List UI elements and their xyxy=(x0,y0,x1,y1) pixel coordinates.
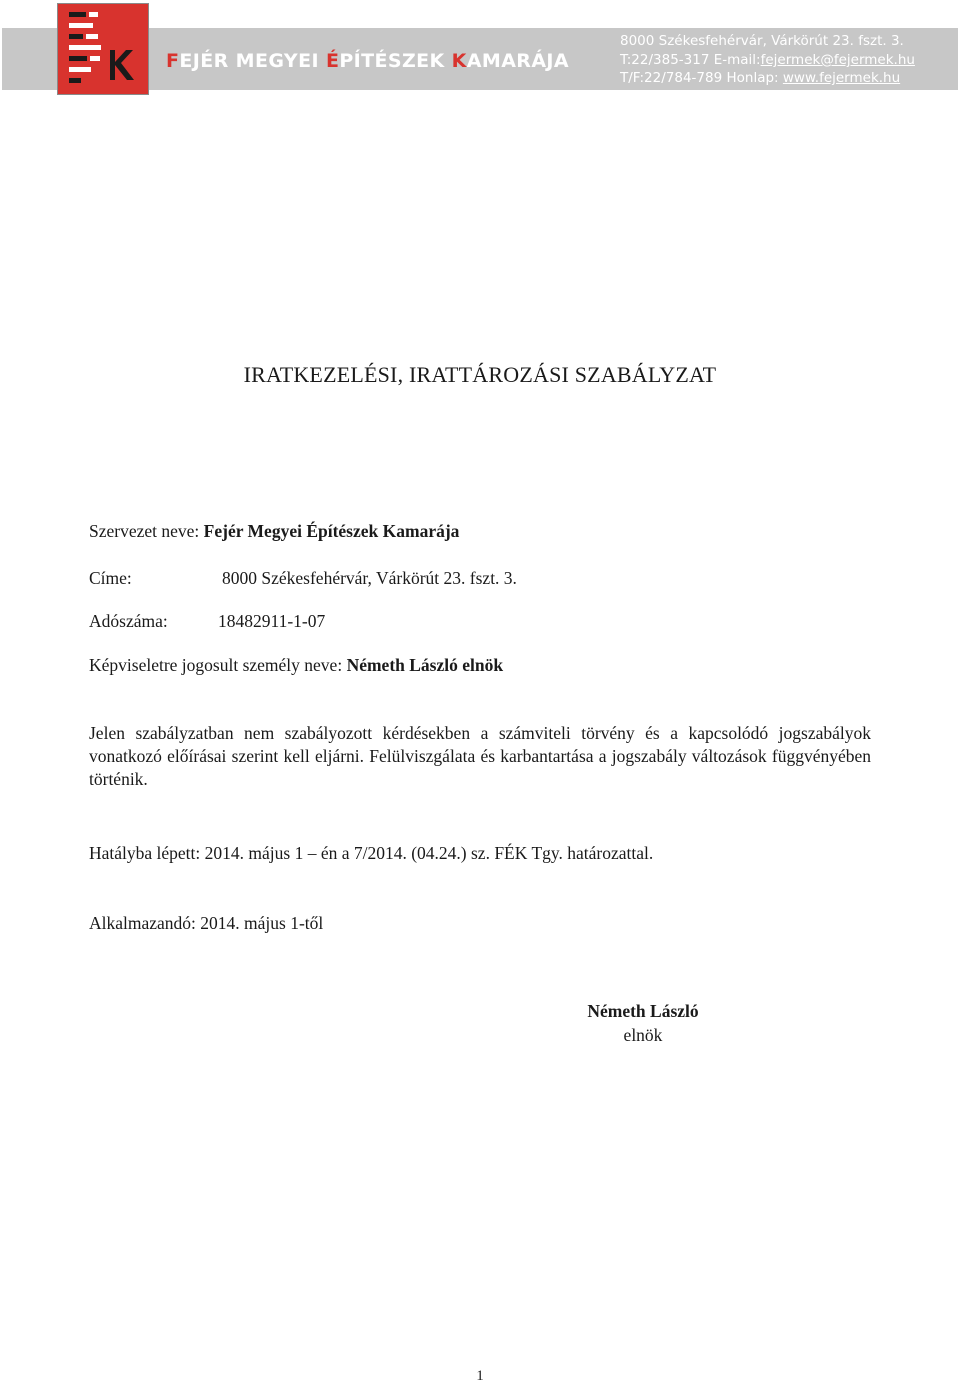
address-value: 8000 Székesfehérvár, Várkörút 23. fszt. 3. xyxy=(222,568,517,588)
org-name-part-1: EJÉR MEGYEI xyxy=(179,50,326,72)
page-number: 1 xyxy=(476,1368,484,1384)
representative-line xyxy=(89,655,503,676)
header-fax-website xyxy=(620,70,900,86)
chamber-logo xyxy=(57,3,149,95)
website-link[interactable]: www.fejermek.hu xyxy=(782,70,901,86)
rep-value: Németh László elnök xyxy=(346,655,504,675)
org-name-part-3: AMARÁJA xyxy=(466,50,570,72)
tax-label: Adószáma: xyxy=(89,611,168,631)
header-phone-email xyxy=(620,52,915,68)
org-label: Szervezet neve: xyxy=(89,521,204,541)
org-name-part-2: PÍTÉSZEK xyxy=(339,50,452,72)
org-value: Fejér Megyei Építészek Kamarája xyxy=(203,521,460,541)
signature-title: elnök xyxy=(623,1025,663,1045)
rep-label: Képviseletre jogosult személy neve: xyxy=(89,655,347,675)
regulation-paragraph: Jelen szabályzatban nem szabályozott kérdésekben a számviteli törvény és a kapcsolódó jogszabályok vonatkozó előírásai szerint kell eljárni. Felülviszgálata és karbantartása a jogszabály változások függvényében történik. xyxy=(89,723,871,789)
org-name-initial-e: É xyxy=(325,50,340,72)
phone-label: T:22/385-317 E-mail: xyxy=(620,52,761,68)
document-title: IRATKEZELÉSI, IRATTÁROZÁSI SZABÁLYZAT xyxy=(243,362,717,387)
chamber-name xyxy=(166,50,569,72)
org-name-initial-k: K xyxy=(451,50,467,72)
email-link[interactable]: fejermek@fejermek.hu xyxy=(760,52,915,68)
tax-value: 18482911-1-07 xyxy=(218,611,326,631)
signature-block xyxy=(553,999,733,1047)
org-name-initial-f: F xyxy=(166,50,180,72)
applicable-date-line: Alkalmazandó: 2014. május 1-től xyxy=(89,913,324,933)
fek-logo-icon xyxy=(58,4,148,94)
fax-label: T/F:22/784-789 Honlap: xyxy=(620,70,783,86)
address-label: Címe: xyxy=(89,568,132,588)
signature-name: Németh László xyxy=(587,1001,699,1021)
organization-line xyxy=(89,521,459,542)
header-address: 8000 Székesfehérvár, Várkörút 23. fszt. 3. xyxy=(620,33,904,49)
effective-date-line: Hatályba lépett: 2014. május 1 – én a 7/2014. (04.24.) sz. FÉK Tgy. határozattal. xyxy=(89,843,654,863)
